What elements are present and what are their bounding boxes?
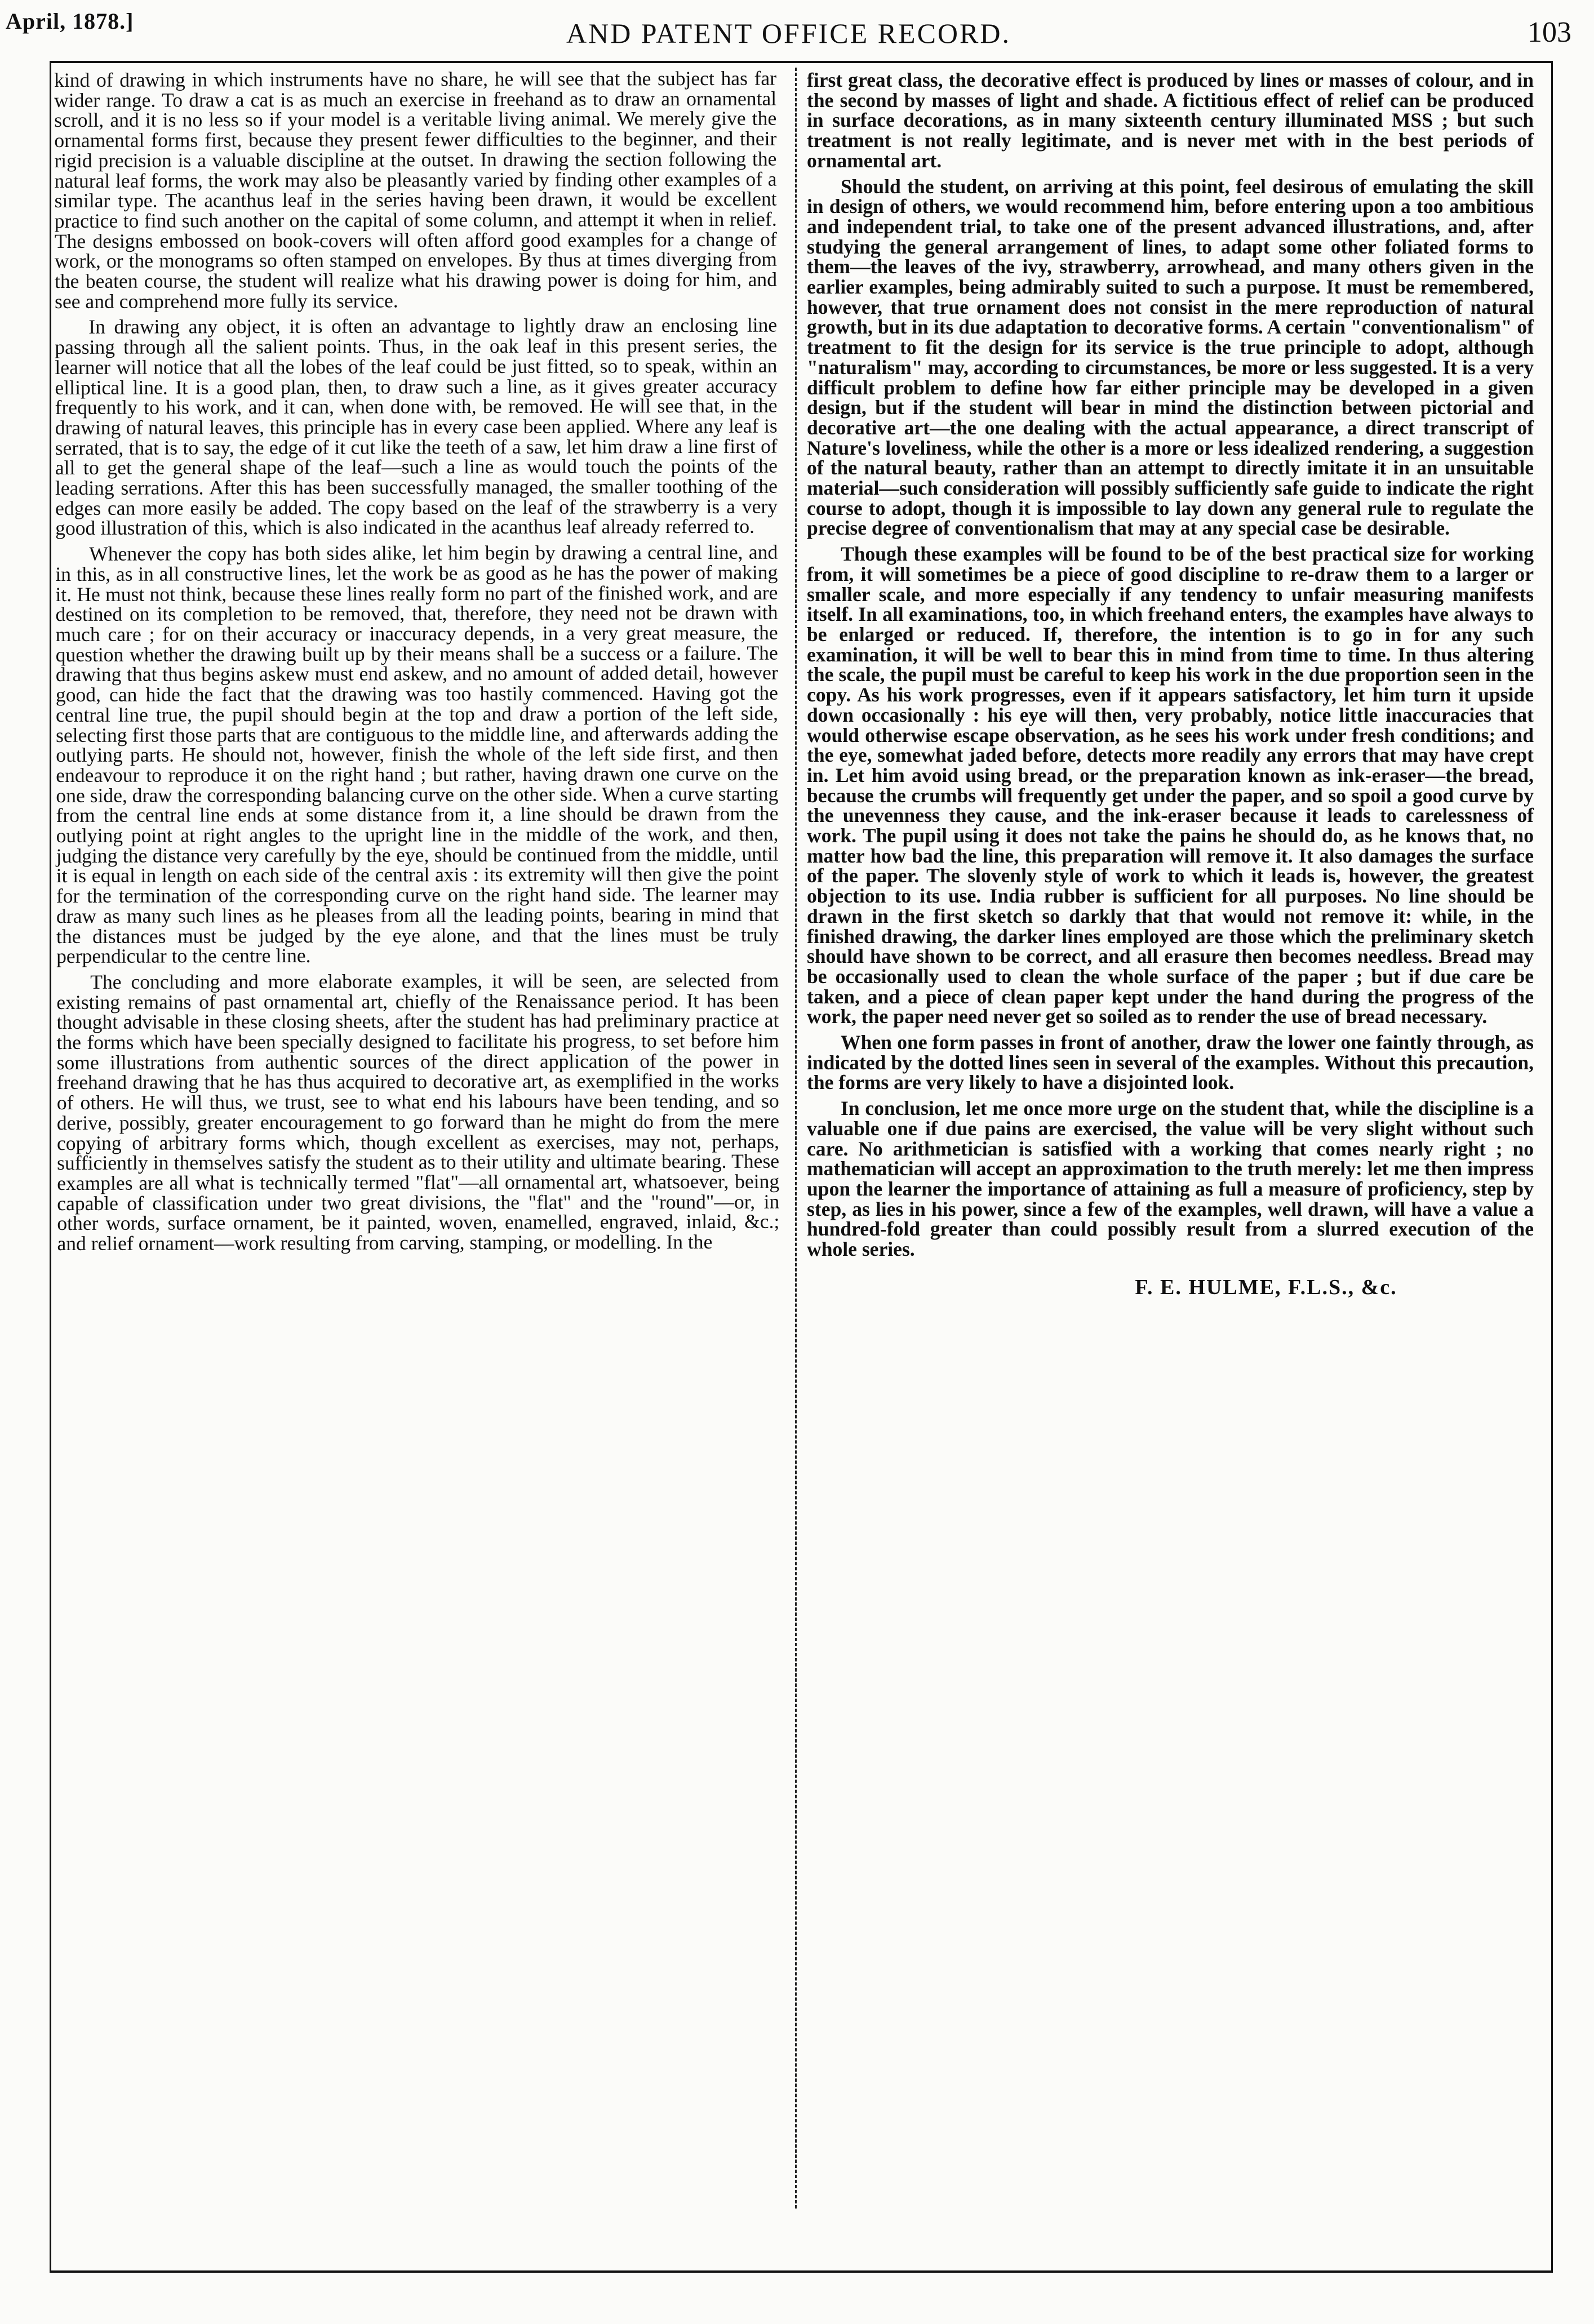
paragraph: The concluding and more elaborate examples, it will be seen, are selected from existing remains of past ornamental art, chiefly of the Renaissance period. It has been thought advisable in these closing sheets, after the student has had preliminary practice at the forms which have been specially designed to facilitate his progress, to set before him some illustrations from authentic sources of the direct application of the power in freehand drawing that he has thus acquired to decorative art, as exemplified in the works of others. He will thus, we trust, see to what end his labours have been tending, and so derive, possibly, greater encouragement to go forward than he might do from the mere copying of arbitrary forms which, though excellent as exercises, may not, perhaps, sufficiently in themselves satisfy the student as to their utility and ultimate bearing. These examples are all what is technically termed "flat"—all ornamental art, whatsoever, being capable of classification under two great divisions, the "flat" and the "round"—or, in other words, surface ornament, be it painted, woven, enamelled, engraved, inlaid, &c.; and relief ornament—work resulting from carving, stamping, or modelling. In the: [56, 968, 780, 1255]
issue-date: April, 1878.]: [6, 8, 134, 34]
paragraph: Though these examples will be found to be of the best practical size for working from, it will sometimes be a piece of good discipline to re-draw them to a larger or smaller scale, and more especially if any tendency to unfair measuring manifests itself. In all examinations, too, in which freehand enters, the examples have always to be enlarged or reduced. If, therefore, the intention is to go in for any such examination, it will be well to bear this in mind from time to time. In thus altering the scale, the pupil must be careful to keep his work in the due proportion seen in the copy. As his work progresses, even if it appears satisfactory, let him turn it upside down occasionally : his eye will then, very probably, notice little inaccuracies that would otherwise escape observation, as he sees his work under fresh conditions; and the eye, somewhat jaded before, detects more readily any errors that may have crept in. Let him avoid using bread, or the preparation known as ink-eraser—the bread, because the crumbs will frequently get under the paper, and so spoil a good curve by the unevenness they cause, and the ink-eraser because it leads to carelessness of work. The pupil using it does not take the pains he should do, as he knows that, no matter how bad the line, this preparation will remove it. It also damages the surface of the paper. The slovenly style of work to which it leads is, however, the greatest objection to its use. India rubber is sufficient for all purposes. No line should be drawn in the first sketch so darkly that that would not remove it: while, in the finished drawing, the darker lines employed are those which the preliminary sketch should have shown to be correct, and all erasure then becomes needless. Bread may be occasionally used to clean the whole surface of the paper ; but if due care be taken, and a piece of clean paper kept under the hand during the progress of the work, the paper need never get so soiled as to render the use of bread necessary.: [807, 543, 1534, 1028]
left-column: [54, 66, 780, 1260]
paragraph: When one form passes in front of another, draw the lower one faintly through, as indicated by the dotted lines seen in several of the examples. Without this precaution, the forms are very likely to have a disjointed look.: [807, 1031, 1534, 1094]
paragraph: first great class, the decorative effect is produced by lines or masses of colour, and in the second by masses of light and shade. A fictitious effect of relief can be produced in surface decorations, as in many sixteenth century illuminated MSS ; but such treatment is not really legitimate, and is never met with in the best periods of ornamental art.: [807, 69, 1534, 172]
author-signature: F. E. HULME, F.L.S., &c.: [1135, 1275, 1397, 1299]
right-column: [807, 70, 1534, 1297]
paragraph: In conclusion, let me once more urge on the student that, while the discipline is a valuable one if due pains are exercised, the value will be very slight without such care. No arithmetician is satisfied with a working that comes nearly right ; no mathematician will accept an approximation to the truth merely: let me then impress upon the learner the importance of attaining as full a measure of proficiency, step by step, as lies in his power, since a few of the examples, well drawn, will have a value a hundred-fold greater than could possibly result from a slurred execution of the whole series.: [807, 1097, 1534, 1261]
column-divider: [795, 68, 797, 2209]
page-number: 103: [1528, 16, 1571, 48]
paragraph: Should the student, on arriving at this point, feel desirous of emulating the skill in design of others, we would recommend him, before entering upon a too ambitious and independent trial, to take one of the present advanced illustrations, and, after studying the general arrangement of lines, to adapt some other foliated forms to them—the leaves of the ivy, strawberry, arrowhead, and many others given in the earlier examples, being admirably suited to such a purpose. It must be remembered, however, that true ornament does not consist in the mere reproduction of natural growth, but in its due adaptation to decorative forms. A certain "conventionalism" of treatment to fit the design for its service is the true principle to adopt, although "naturalism" may, according to circumstances, be more or less suggested. It is a very difficult problem to define how far either principle may be developed in a given design, but if the student will bear in mind the distinction between pictorial and decorative art—the one dealing with the actual appearance, a direct transcript of Nature's loveliness, while the other is a more or less idealized rendering, a suggestion of the natural beauty, rather than an attempt to directly imitate it in an unsuitable material—such consideration will possibly sufficiently safe guide to indicate the right course to adopt, though it is impossible to lay down any general rule to regulate the precise degree of conventionalism that may at any special case be desirable.: [807, 175, 1534, 540]
running-title: AND PATENT OFFICE RECORD.: [566, 17, 1011, 49]
paragraph: Whenever the copy has both sides alike, let him begin by drawing a central line, and in this, as in all constructive lines, let the work be as good as he has the power of making it. He must not think, because these lines really form no part of the finished work, and are destined on its completion to be removed, that, therefore, they need not be drawn with much care ; for on their accuracy or inaccuracy depends, in a very great measure, the question whether the drawing built up by their means shall be a success or a failure. The drawing that thus begins askew must end askew, and no amount of added detail, however good, can hide the fact that the drawing was too hastily commenced. Having got the central line true, the pupil should begin at the top and draw a portion of the left side, selecting first those parts that are contiguous to the middle line, and afterwards adding the outlying parts. He should not, however, finish the whole of the left side first, and then endeavour to reproduce it on the right hand ; but rather, having drawn one curve on the one side, draw the corresponding balancing curve on the other side. When a curve starting from the central line ends at some distance from it, a line should be drawn from the outlying point at right angles to the upright line in the middle of the work, and then, judging the distance very carefully by the eye, should be continued from the middle, until it is equal in length on each side of the central axis : its extremity will then give the point for the termination of the corresponding curve on the right hand side. The learner may draw as many such lines as he pleases from all the leading points, bearing in mind that the distances must be judged by the eye alone, and that the lines must be truly perpendicular to the centre line.: [55, 540, 779, 968]
page-header: [6, 6, 1571, 51]
paragraph: kind of drawing in which instruments have no share, he will see that the subject has far wider range. To draw a cat is as much an exercise in freehand as to draw an ornamental scroll, and it is no less so if your model is a veritable living animal. We merely give the ornamental forms first, because they present fewer difficulties to the beginner, and their rigid precision is a valuable discipline at the outset. In drawing the section following the natural leaf forms, the work may also be pleasantly varied by finding other examples of a similar type. The acanthus leaf in the series having been drawn, it would be excellent practice to find such another on the capital of some column, and attempt it when in relief. The designs embossed on book-covers will often afford good examples for a change of work, or the monograms so often stamped on envelopes. By thus at times diverging from the beaten course, the student will realize what his drawing power is doing for him, and see and comprehend more fully its service.: [54, 66, 778, 313]
paragraph: In drawing any object, it is often an advantage to lightly draw an enclosing line passing through all the salient points. Thus, in the oak leaf in this present series, the learner will notice that all the lobes of the leaf could be just fitted, so to speak, within an elliptical line. It is a good plan, then, to draw such a line, as it gives greater accuracy frequently to his work, and it can, when done with, be removed. He will see that, in the drawing of natural leaves, this principle has in every case been applied. Where any leaf is serrated, that is to say, the edge of it cut like the teeth of a saw, let him draw a line first of all to get the general shape of the leaf—such a line as would touch the points of the leading serrations. After this has been successfully managed, the smaller toothing of the edges can more easily be added. The copy based on the leaf of the strawberry is a very good illustration of this, which is also indicated in the acanthus leaf already referred to.: [55, 314, 778, 540]
